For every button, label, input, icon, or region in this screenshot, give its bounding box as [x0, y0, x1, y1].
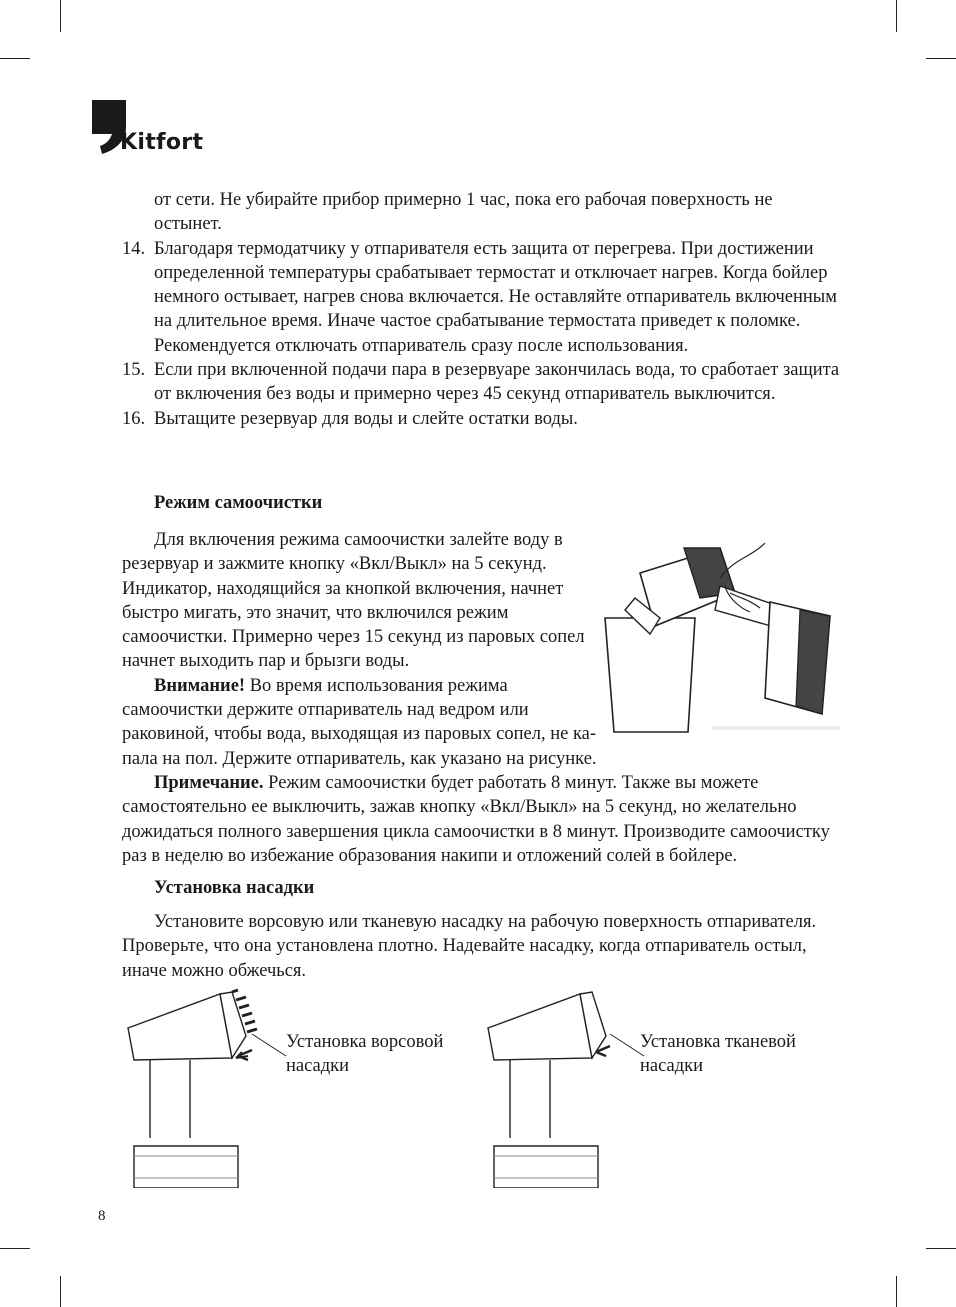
self-cleaning-illustration: [600, 538, 840, 734]
crop-mark: [896, 0, 897, 32]
note-label: Примечание.: [154, 773, 264, 793]
attention-paragraph: [122, 674, 600, 747]
fabric-attachment-illustration: [480, 988, 650, 1188]
list-item-text: Если при включенной подачи пара в резервуаре закончилась вода, то сработает защита от включения без воды и примерно через 45 секунд отпариватель выключится.: [154, 360, 840, 405]
section-heading-attachment: Установка насадки: [154, 878, 315, 898]
list-item-text: от сети. Не убирайте прибор примерно 1 час, пока его рабочая поверхность не остынет.: [154, 190, 773, 235]
crop-mark: [60, 1276, 61, 1307]
crop-mark: [926, 58, 956, 59]
brush-attachment-caption: Установка ворсовой насадки: [286, 1032, 444, 1076]
list-item: [122, 358, 842, 407]
instruction-list: [122, 188, 842, 431]
list-item-text: Вытащите резервуар для воды и слейте остатки воды.: [154, 408, 578, 429]
attention-text: Во время использования режима самоочистки держите отпариватель над ведром или раковиной, чтобы вода, выходящая из паровых сопел, не ка-: [122, 675, 597, 745]
list-item-continuation: [122, 188, 842, 237]
crop-mark: [0, 1248, 30, 1249]
crop-mark: [926, 1248, 956, 1249]
list-item-number: 15.: [122, 360, 146, 381]
attention-tail: пала на пол. Держите отпариватель, как указано на рисунке.: [122, 749, 597, 769]
self-cleaning-body: [122, 528, 600, 747]
crop-mark: [896, 1276, 897, 1307]
crop-mark: [60, 0, 61, 32]
section-heading-self-cleaning: Режим самоочистки: [154, 493, 323, 513]
brush-callout-line: [250, 1030, 290, 1060]
list-item-number: 14.: [122, 238, 146, 259]
list-item: [122, 407, 842, 431]
list-item: [122, 237, 842, 358]
fabric-attachment-caption: Установка тканевой насадки: [640, 1032, 796, 1076]
brand-name: Kitfort: [120, 130, 204, 155]
attachment-paragraph: Установите ворсовую или тканевую насадку на рабочую поверхность отпаривателя. Проверьте, что она установлена плотно. Надевайте насадку, когда отпариватель остыл, иначе можно обжечься.: [122, 912, 817, 981]
crop-mark: [0, 58, 30, 59]
attention-label: Внимание!: [154, 675, 246, 696]
self-cleaning-paragraph: Для включения режима самоочистки залейте воду в резервуар и зажмите кнопку «Вкл/Выкл» на 5 секунд. Индикатор, находящийся за кнопкой включения, начнет быстро мигать, это значит, что включился режим самоочистки. Примерно через 15 секунд из паровых сопел начнет выходить пар и брызги воды.: [122, 530, 585, 672]
list-item-number: 16.: [122, 408, 146, 429]
note-paragraph: [122, 771, 842, 868]
note-text: Режим самоочистки будет работать 8 минут. Также вы можете самостоятельно ее выключить, зажав кнопку «Вкл/Выкл» на 5 секунд, но желательно дожидаться полного завершения цикла самоочистки в 8 минут. Производите самоочистку раз в неделю во избежание образования накипи и отложений солей в бойлере.: [122, 773, 830, 866]
page-number: 8: [98, 1208, 106, 1224]
list-item-text: Благодаря термодатчику у отпаривателя есть защита от перегрева. При достижении определенной температуры срабатывает термостат и отключает нагрев. Когда бойлер немного остывает, нагрев снова включается. Не оставляйте отпариватель включенным на длительное время. Иначе частое срабатывание термостата приведет к поломке. Рекомендуется отключать отпариватель сразу после использования.: [154, 238, 837, 356]
brush-attachment-illustration: [120, 988, 290, 1188]
